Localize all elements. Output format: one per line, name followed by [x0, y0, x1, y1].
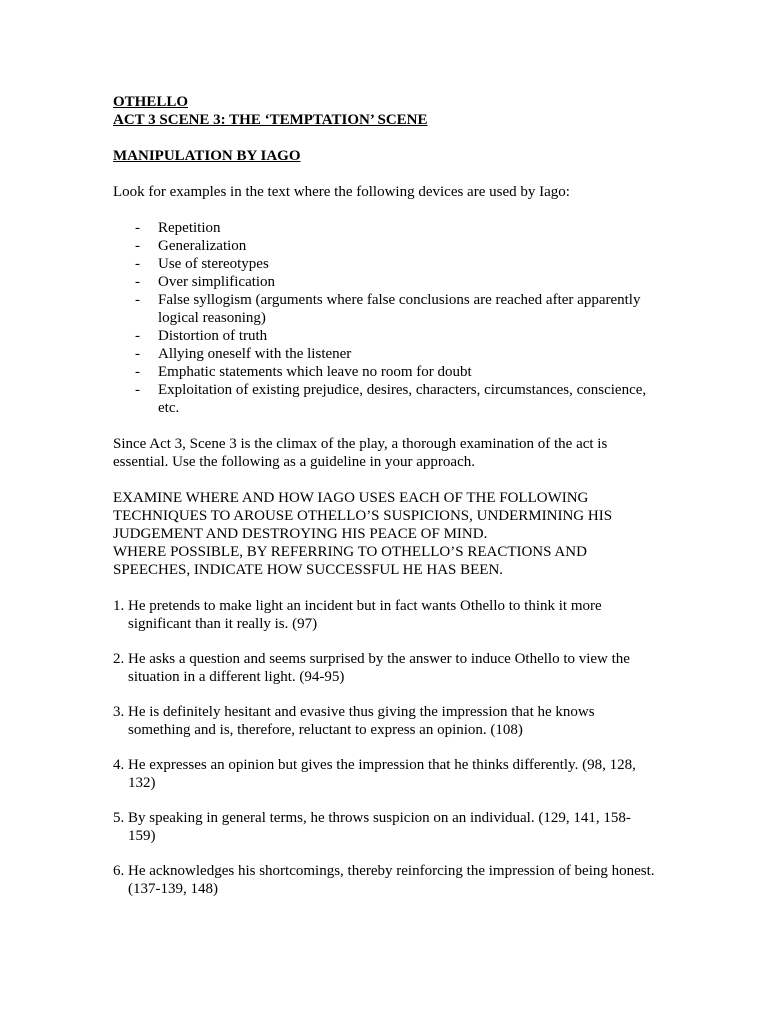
item-number: 4. — [113, 757, 125, 773]
list-item — [135, 327, 658, 345]
dash-marker: - — [135, 220, 140, 236]
dash-marker: - — [135, 238, 140, 254]
document-page — [113, 93, 658, 915]
where-paragraph: WHERE POSSIBLE, BY REFERRING TO OTHELLO’S REACTIONS AND SPEECHES, INDICATE HOW SUCCESSFUL HE HAS BEEN. — [113, 544, 587, 578]
device-text: Use of stereotypes — [158, 256, 269, 272]
list-item — [135, 219, 658, 237]
device-text: Exploitation of existing prejudice, desires, characters, circumstances, conscience, etc. — [158, 382, 647, 416]
device-text: False syllogism (arguments where false conclusions are reached after apparently logical reasoning) — [158, 292, 641, 326]
list-item — [135, 345, 658, 363]
device-text: Emphatic statements which leave no room for doubt — [158, 364, 472, 380]
section-heading: MANIPULATION BY IAGO — [113, 148, 301, 164]
item-number: 6. — [113, 863, 125, 879]
list-item — [113, 703, 658, 739]
device-text: Distortion of truth — [158, 328, 268, 344]
item-number: 5. — [113, 810, 125, 826]
device-text: Allying oneself with the listener — [158, 346, 352, 362]
dash-marker: - — [135, 292, 140, 308]
technique-text: By speaking in general terms, he throws suspicion on an individual. (129, 141, 158-159) — [128, 810, 631, 844]
list-item — [135, 363, 658, 381]
technique-text: He is definitely hesitant and evasive thus giving the impression that he knows something and is, therefore, reluctant to express an opinion. (108) — [128, 704, 595, 738]
list-item — [135, 381, 658, 417]
device-text: Repetition — [158, 220, 221, 236]
list-item — [113, 756, 658, 792]
document-title: OTHELLO — [113, 94, 189, 110]
technique-text: He acknowledges his shortcomings, thereby reinforcing the impression of being honest. (137-139, 148) — [128, 863, 655, 897]
list-item — [113, 597, 658, 633]
list-item — [135, 273, 658, 291]
dash-marker: - — [135, 382, 140, 398]
techniques-list — [113, 597, 658, 898]
technique-text: He expresses an opinion but gives the impression that he thinks differently. (98, 128, 132) — [128, 757, 636, 791]
list-item — [135, 291, 658, 327]
technique-text: He asks a question and seems surprised by the answer to induce Othello to view the situation in a different light. (94-95) — [128, 651, 630, 685]
technique-text: He pretends to make light an incident but in fact wants Othello to think it more significant than it really is. (97) — [128, 598, 602, 632]
item-number: 2. — [113, 651, 125, 667]
dash-marker: - — [135, 328, 140, 344]
dash-marker: - — [135, 256, 140, 272]
item-number: 3. — [113, 704, 125, 720]
intro-paragraph: Look for examples in the text where the following devices are used by Iago: — [113, 184, 570, 200]
item-number: 1. — [113, 598, 125, 614]
dash-marker: - — [135, 274, 140, 290]
dash-marker: - — [135, 364, 140, 380]
list-item — [113, 862, 658, 898]
list-item — [113, 809, 658, 845]
devices-list — [113, 219, 658, 417]
examine-paragraph: EXAMINE WHERE AND HOW IAGO USES EACH OF THE FOLLOWING TECHNIQUES TO AROUSE OTHELLO’S SUSPICIONS, UNDERMINING HIS JUDGEMENT AND DESTROYING HIS PEACE OF MIND. — [113, 490, 613, 542]
device-text: Over simplification — [158, 274, 276, 290]
dash-marker: - — [135, 346, 140, 362]
document-subtitle: ACT 3 SCENE 3: THE ‘TEMPTATION’ SCENE — [113, 112, 428, 128]
list-item — [135, 255, 658, 273]
list-item — [113, 650, 658, 686]
climax-paragraph: Since Act 3, Scene 3 is the climax of the play, a thorough examination of the act is essential. Use the following as a guideline in your approach. — [113, 436, 608, 470]
list-item — [135, 237, 658, 255]
device-text: Generalization — [158, 238, 247, 254]
